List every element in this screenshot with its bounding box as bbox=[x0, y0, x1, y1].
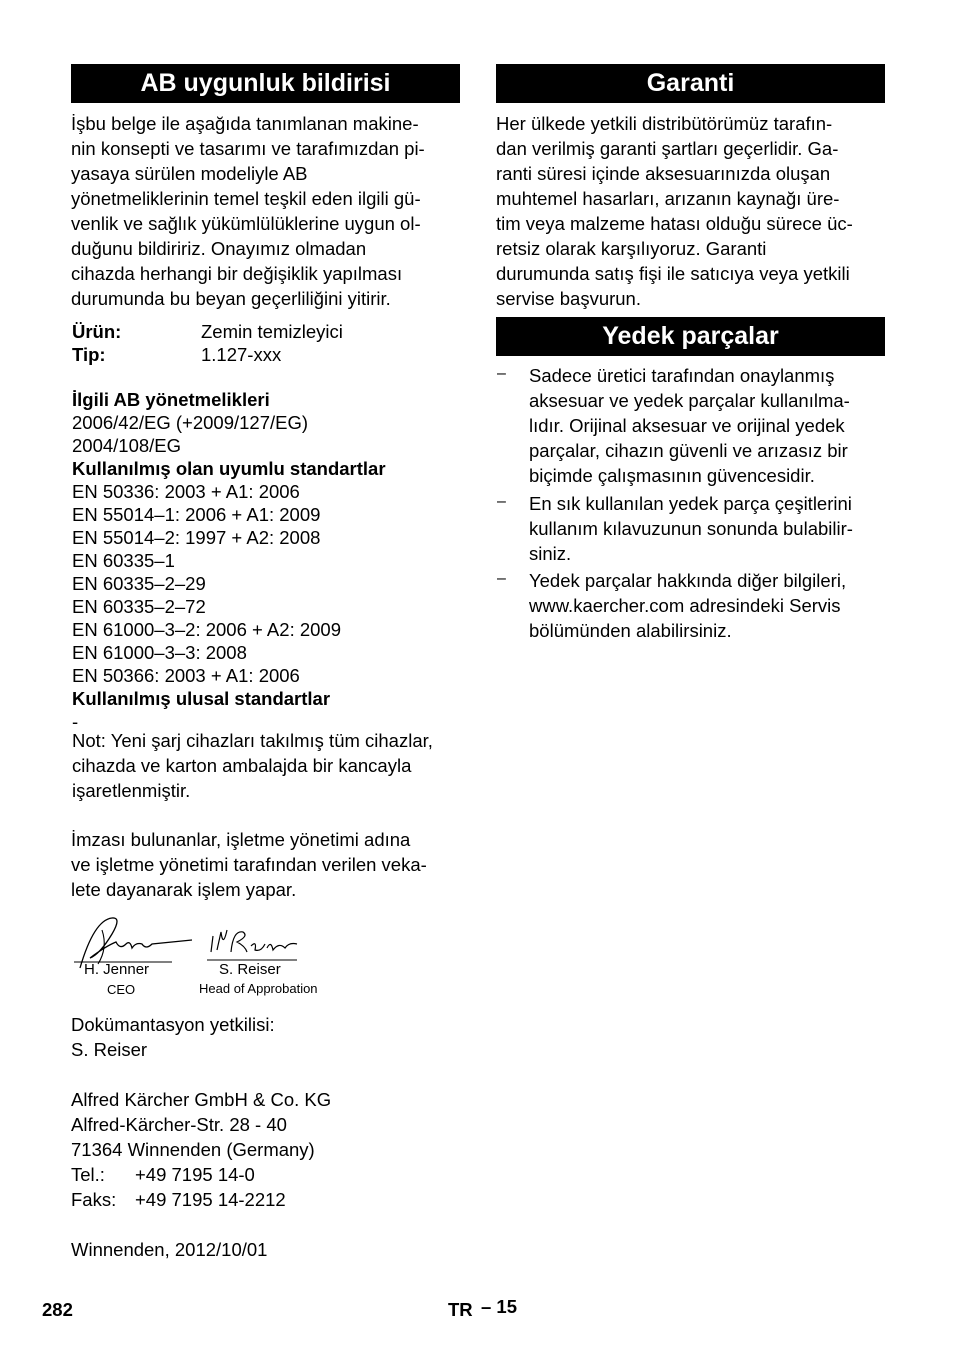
item-line: kullanım kılavuzunun sonunda bulabilir- bbox=[529, 518, 853, 539]
signed-line: İmzası bulunanlar, işletme yönetimi adına bbox=[71, 829, 411, 850]
intro-line: yasaya sürülen modeliyle AB bbox=[71, 163, 308, 184]
warranty-line: ranti süresi içinde aksesuarınızda oluşan bbox=[496, 163, 831, 184]
warranty-line: retsiz olarak karşılıyoruz. Garanti bbox=[496, 238, 767, 259]
item-line: lıdır. Orijinal aksesuar ve orijinal yedek bbox=[529, 415, 845, 436]
intro-line: İşbu belge ile aşağıda tanımlanan makine- bbox=[71, 113, 419, 134]
intro-line: nin konsepti ve tasarımı ve tarafımızdan pi- bbox=[71, 138, 425, 159]
place-date-text: Winnenden, 2012/10/01 bbox=[71, 1239, 268, 1260]
item-line: www.kaercher.com adresindeki Servis bbox=[529, 595, 841, 616]
type-row bbox=[72, 343, 462, 366]
fax-line bbox=[71, 1187, 463, 1212]
intro-line: duğunu bildiririz. Onayımız olmadan bbox=[71, 238, 367, 259]
signatories-paragraph bbox=[71, 827, 463, 902]
page-number: 282 bbox=[42, 1299, 73, 1320]
directive-item: 2004/108/EG bbox=[72, 435, 182, 456]
spare-parts-item-text bbox=[529, 491, 853, 566]
standard-item: EN 55014–2: 1997 + A2: 2008 bbox=[72, 527, 321, 548]
type-value: 1.127-xxx bbox=[201, 344, 282, 365]
standard-item: EN 61000–3–2: 2006 + A2: 2009 bbox=[72, 619, 341, 640]
product-row bbox=[72, 320, 462, 343]
warranty-line: muhtemel hasarları, arızanın kaynağı üre- bbox=[496, 188, 840, 209]
documentation-authority bbox=[71, 1012, 463, 1062]
warranty-line: durumunda satış fişi ile satıcıya veya yetkili bbox=[496, 263, 850, 284]
bullet-dash: – bbox=[497, 365, 506, 382]
intro-line: cihazda herhangi bir değişiklik yapılması bbox=[71, 263, 403, 284]
standards-block bbox=[72, 388, 464, 733]
product-label: Ürün: bbox=[72, 321, 122, 342]
intro-line: venlik ve sağlık yükümlülüklerine uygun ol- bbox=[71, 213, 421, 234]
standard-item: EN 50366: 2003 + A1: 2006 bbox=[72, 665, 300, 686]
place-date bbox=[71, 1237, 463, 1262]
directive-item: 2006/42/EG (+2009/127/EG) bbox=[72, 412, 309, 433]
warranty-line: tim veya malzeme hatası olduğu sürece üc- bbox=[496, 213, 853, 234]
company-address bbox=[71, 1087, 463, 1212]
warranty-paragraph bbox=[496, 111, 888, 311]
national-value: - bbox=[72, 711, 79, 732]
warranty-line: Her ülkede yetkili distribütörümüz tarafın- bbox=[496, 113, 833, 134]
language-code: TR bbox=[448, 1299, 473, 1320]
signature-name-reiser: S. Reiser bbox=[219, 961, 281, 978]
warranty-line: dan verilmiş garanti şartları geçerlidir. Ga- bbox=[496, 138, 839, 159]
item-line: aksesuar ve yedek parçalar kullanılma- bbox=[529, 390, 850, 411]
standard-item: EN 61000–3–3: 2008 bbox=[72, 642, 247, 663]
item-line: siniz. bbox=[529, 543, 572, 564]
item-line: En sık kullanılan yedek parça çeşitlerini bbox=[529, 493, 852, 514]
intro-line: yönetmeliklerinin temel teşkil eden ilgili gü- bbox=[71, 188, 421, 209]
doc-auth-line: Dokümantasyon yetkilisi: bbox=[71, 1014, 275, 1035]
note-paragraph bbox=[72, 728, 464, 803]
warranty-header: Garanti bbox=[496, 64, 885, 103]
bullet-dash: – bbox=[497, 493, 506, 510]
doc-auth-line: S. Reiser bbox=[71, 1039, 148, 1060]
signature-reiser-image bbox=[205, 922, 305, 964]
item-line: biçimde çalışmasının güvencesidir. bbox=[529, 465, 815, 486]
address-line: Alfred Kärcher GmbH & Co. KG bbox=[71, 1089, 332, 1110]
standard-item: EN 60335–2–72 bbox=[72, 596, 206, 617]
standard-item: EN 60335–2–29 bbox=[72, 573, 206, 594]
product-value: Zemin temizleyici bbox=[201, 321, 343, 342]
national-heading: Kullanılmış ulusal standartlar bbox=[72, 688, 331, 709]
fax-value: +49 7195 14-2212 bbox=[135, 1189, 286, 1210]
signed-line: lete dayanarak işlem yapar. bbox=[71, 879, 297, 900]
standard-item: EN 50336: 2003 + A1: 2006 bbox=[72, 481, 300, 502]
section-page-number: – 15 bbox=[481, 1296, 518, 1317]
spare-parts-item bbox=[497, 491, 889, 567]
signature-name-jenner: H. Jenner bbox=[84, 961, 150, 978]
directives-heading: İlgili AB yönetmelikleri bbox=[72, 389, 270, 410]
signature-role-jenner: CEO bbox=[107, 982, 136, 997]
standards-heading: Kullanılmış olan uyumlu standartlar bbox=[72, 458, 386, 479]
type-label: Tip: bbox=[72, 344, 106, 365]
standard-item: EN 60335–1 bbox=[72, 550, 175, 571]
warranty-line: servise başvurun. bbox=[496, 288, 641, 309]
item-line: bölümünden alabilirsiniz. bbox=[529, 620, 732, 641]
spare-parts-item-text bbox=[529, 568, 846, 643]
signature-role-reiser: Head of Approbation bbox=[199, 981, 318, 996]
item-line: Yedek parçalar hakkında diğer bilgileri, bbox=[529, 570, 847, 591]
standard-item: EN 55014–1: 2006 + A1: 2009 bbox=[72, 504, 321, 525]
spare-parts-item-text bbox=[529, 363, 850, 488]
address-line: 71364 Winnenden (Germany) bbox=[71, 1139, 315, 1160]
spare-parts-item bbox=[497, 568, 889, 644]
declaration-header: AB uygunluk bildirisi bbox=[71, 64, 460, 103]
note-line: cihazda ve karton ambalajda bir kancayla bbox=[72, 755, 412, 776]
signed-line: ve işletme yönetimi tarafından verilen veka- bbox=[71, 854, 427, 875]
note-line: işaretlenmiştir. bbox=[72, 780, 191, 801]
item-line: Sadece üretici tarafından onaylanmış bbox=[529, 365, 835, 386]
tel-label: Tel.: bbox=[71, 1164, 105, 1185]
declaration-intro bbox=[71, 111, 463, 311]
note-line: Not: Yeni şarj cihazları takılmış tüm cihazlar, bbox=[72, 730, 433, 751]
tel-value: +49 7195 14-0 bbox=[135, 1164, 255, 1185]
bullet-dash: – bbox=[497, 570, 506, 587]
spare-parts-header: Yedek parçalar bbox=[496, 317, 885, 356]
tel-line bbox=[71, 1162, 463, 1187]
spare-parts-item bbox=[497, 363, 889, 489]
address-line: Alfred-Kärcher-Str. 28 - 40 bbox=[71, 1114, 287, 1135]
item-line: parçalar, cihazın güvenli ve arızasız bir bbox=[529, 440, 848, 461]
intro-line: durumunda bu beyan geçerliliğini yitirir. bbox=[71, 288, 391, 309]
fax-label: Faks: bbox=[71, 1189, 117, 1210]
